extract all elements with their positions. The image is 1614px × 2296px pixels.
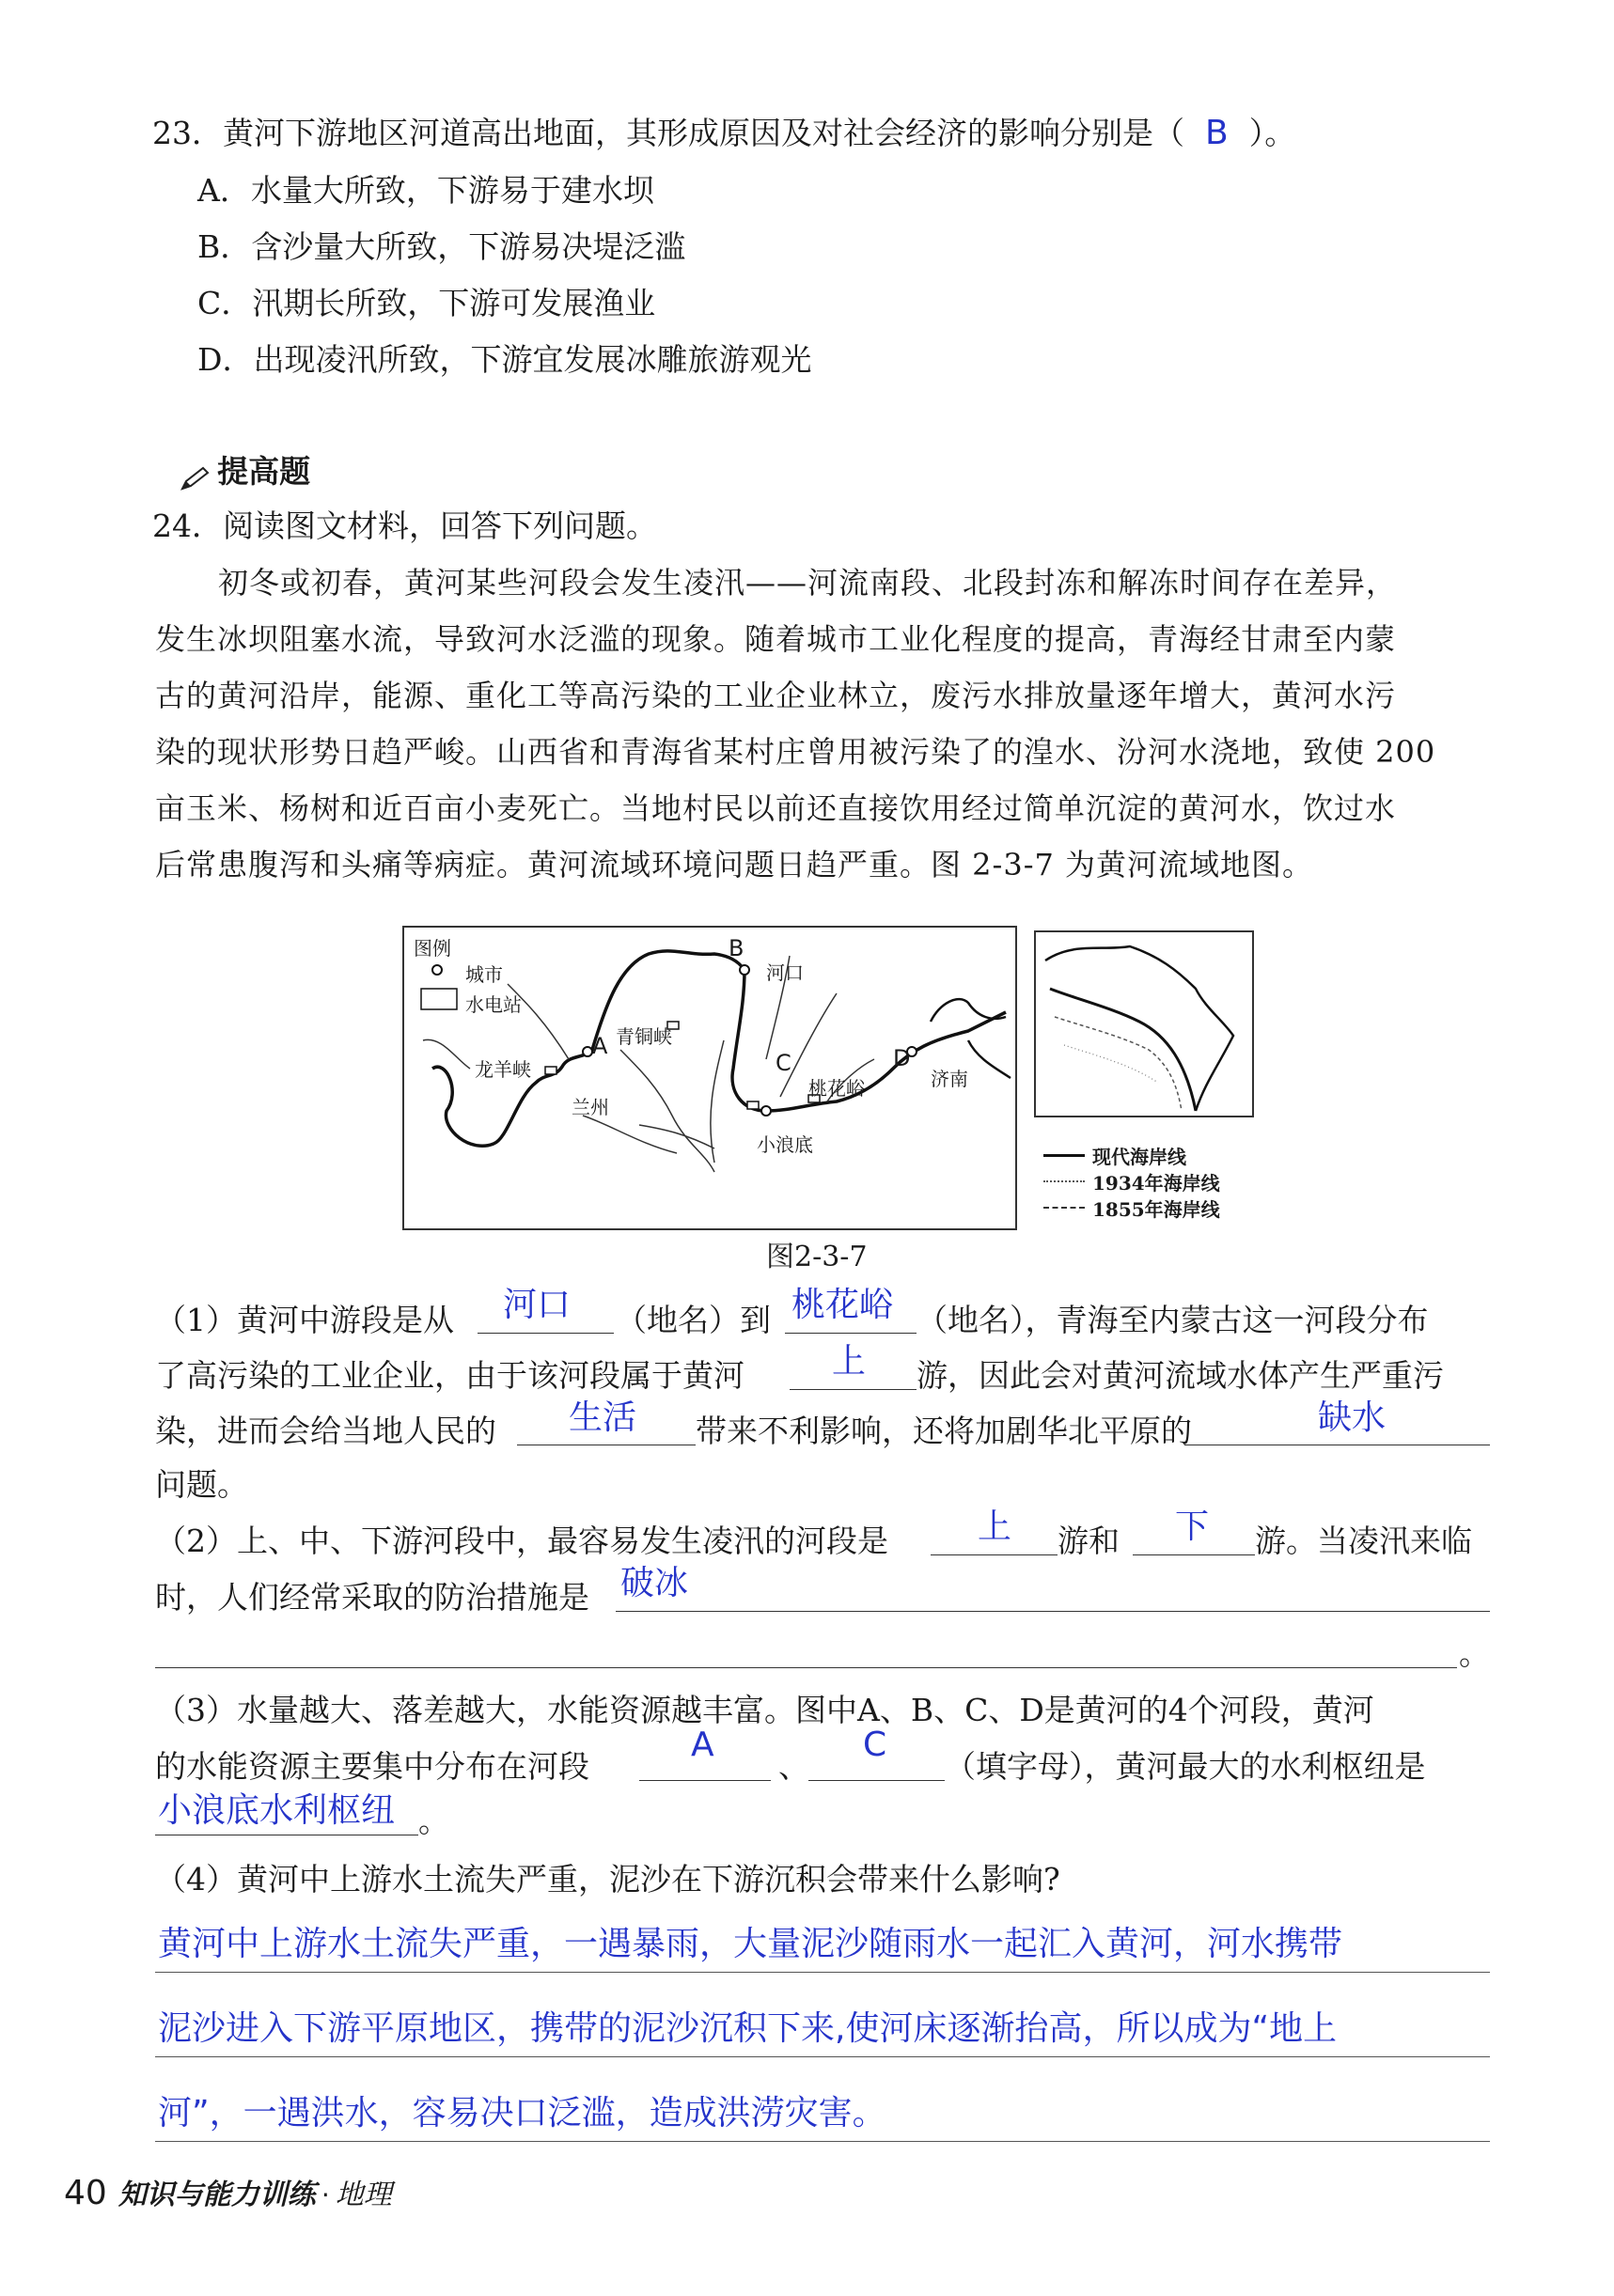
p1-line2-a: 了高污染的工业企业，由于该河段属于黄河 [155, 1357, 744, 1394]
label-hekou: 河口 [766, 961, 804, 984]
p4-answer-line-3: 河”，一遇洪水，容易决口泛滥，造成洪涝灾害。 [158, 2094, 886, 2132]
answer-upper: 上 [978, 1507, 1012, 1546]
q23-answer: B [1205, 114, 1229, 152]
p3-line2-a: 的水能资源主要集中分布在河段 [155, 1748, 589, 1785]
q23-option-a: A．水量大所致，下游易于建水坝 [197, 172, 654, 209]
label-xiaolangdi: 小浪底 [757, 1133, 813, 1156]
p4-answer-line-1: 黄河中上游水土流失严重，一遇暴雨，大量泥沙随雨水一起汇入黄河，河水携带 [158, 1925, 1343, 1963]
legend-city: 城市 [465, 963, 503, 986]
segment-d-label: D [893, 1045, 911, 1071]
answer-seg2: C [863, 1726, 887, 1764]
p1-line1-c: （地名），青海至内蒙古这一河段分布 [917, 1302, 1429, 1338]
p3-line2-c: （填字母），黄河最大的水利枢纽是 [945, 1748, 1426, 1785]
figure-caption: 图2-3-7 [766, 1241, 868, 1273]
coastline-inset-map [1034, 930, 1254, 1117]
q24-paragraph-line-4: 染的现状形势日趋严峻。山西省和青海省某村庄曾用被污染了的湟水、汾河水浇地，致使 200 [155, 734, 1436, 770]
q24-paragraph-line-6: 后常患腹泻和头痛等病症。黄河流域环境问题日趋严重。图 2-3-7 为黄河流域地图。 [155, 847, 1314, 882]
answer-measure: 破冰 [620, 1564, 689, 1602]
answer-lower: 下 [1175, 1507, 1210, 1546]
label-longyangxia: 龙羊峡 [475, 1058, 531, 1081]
blank-to [785, 1333, 917, 1334]
answer-dam: 小浪底水利枢纽 [158, 1791, 396, 1830]
answer-from: 河口 [503, 1286, 572, 1324]
q24-paragraph-line-3: 古的黄河沿岸，能源、重化工等高污染的工业企业林立，废污水排放量逐年增大，黄河水污 [155, 678, 1397, 713]
yellow-river-map [402, 926, 1017, 1230]
p1-line4: 问题。 [155, 1466, 248, 1503]
q24-stem: 24．阅读图文材料，回答下列问题。 [152, 508, 657, 544]
blank-measure [616, 1611, 1490, 1612]
coastline-legend [1043, 1142, 1220, 1221]
p2-line2: 时，人们经常采取的防治措施是 [155, 1579, 589, 1616]
answer-water: 缺水 [1318, 1398, 1387, 1437]
section-title: 提高题 [217, 453, 311, 490]
segment-a-label: A [592, 1033, 608, 1059]
q23-option-b: B．含沙量大所致，下游易决堤泛滥 [197, 228, 686, 265]
label-lanzhou: 兰州 [572, 1096, 609, 1118]
blank-upper [931, 1554, 1058, 1555]
p3-line1: （3）水量越大、落差越大，水能资源越丰富。图中A、B、C、D是黄河的4个河段，黄河 [155, 1692, 1374, 1728]
footer-dot: · [321, 2179, 330, 2210]
blank-from [478, 1333, 614, 1334]
p4-answer-line-2: 泥沙进入下游平原地区，携带的泥沙沉积下来,使河床逐渐抬高，所以成为“地上 [158, 2009, 1338, 2048]
book-title: 知识与能力训练 [118, 2179, 316, 2211]
q23-option-d: D．出现凌汛所致，下游宜发展冰雕旅游观光 [197, 341, 812, 378]
q24-paragraph-line-1: 初冬或初春，黄河某些河段会发生凌汛——河流南段、北段封冻和解冻时间存在差异， [218, 565, 1398, 601]
p3-line2-b: 、 [778, 1748, 809, 1785]
p1-line1-b: （地名）到 [616, 1302, 771, 1338]
legend-station: 水电站 [465, 993, 522, 1016]
blank-reach [790, 1389, 917, 1390]
p2-end: 。 [1459, 1635, 1490, 1672]
p2-line1-a: （2）上、中、下游河段中，最容易发生凌汛的河段是 [155, 1523, 888, 1559]
q24-paragraph-line-2: 发生冰坝阻塞水流，导致河水泛滥的现象。随着城市工业化程度的提高，青海经甘肃至内蒙 [155, 621, 1397, 657]
p2-line1-b: 游和 [1058, 1523, 1120, 1559]
q23-option-c: C．汛期长所致，下游可发展渔业 [197, 285, 656, 321]
label-taohuayu: 桃花峪 [808, 1077, 865, 1100]
blank-lower [1133, 1554, 1255, 1555]
q24-paragraph-line-5: 亩玉米、杨树和近百亩小麦死亡。当地村民以前还直接饮用经过简单沉淀的黄河水，饮过水 [155, 790, 1397, 826]
p1-line2-b: 游，因此会对黄河流域水体产生严重污 [917, 1357, 1444, 1394]
blank-seg2 [808, 1780, 945, 1781]
p1-line3-a: 染，进而会给当地人民的 [155, 1413, 496, 1449]
p2-line1-c: 游。当凌汛来临 [1255, 1523, 1472, 1559]
legend-1855-coast: 1855年海岸线 [1092, 1197, 1220, 1221]
p4-rule-3 [155, 2141, 1490, 2142]
label-qingtongxia: 青铜峡 [616, 1025, 672, 1048]
answer-seg1: A [691, 1726, 714, 1764]
p4-rule-1 [155, 1972, 1490, 1973]
blank-seg1 [639, 1780, 771, 1781]
legend-title: 图例 [414, 937, 451, 960]
legend-modern-coast: 现代海岸线 [1092, 1145, 1186, 1168]
segment-c-label: C [776, 1050, 791, 1076]
answer-reach: 上 [832, 1342, 867, 1381]
p1-line3-b: 带来不利影响，还将加剧华北平原的 [696, 1413, 1192, 1449]
legend-1934-coast: 1934年海岸线 [1092, 1171, 1220, 1195]
p4-rule-2 [155, 2056, 1490, 2057]
q23-stem: 23．黄河下游地区河道高出地面，其形成原因及对社会经济的影响分别是（ B ）。 [152, 114, 1296, 152]
answer-life: 生活 [569, 1398, 637, 1437]
p1-line1-a: （1）黄河中游段是从 [155, 1302, 454, 1338]
page-footer [64, 2171, 392, 2212]
p3-end: 。 [418, 1803, 449, 1839]
p4-stem: （4）黄河中上游水土流失严重，泥沙在下游沉积会带来什么影响? [155, 1861, 1060, 1898]
label-jinan: 济南 [931, 1068, 968, 1090]
segment-b-label: B [729, 935, 744, 961]
answer-to: 桃花峪 [791, 1286, 894, 1324]
subject-name: 地理 [335, 2179, 392, 2211]
blank-measure-cont [155, 1667, 1457, 1668]
section-header [179, 453, 310, 492]
pencil-icon [179, 464, 212, 492]
page-number: 40 [64, 2174, 107, 2212]
